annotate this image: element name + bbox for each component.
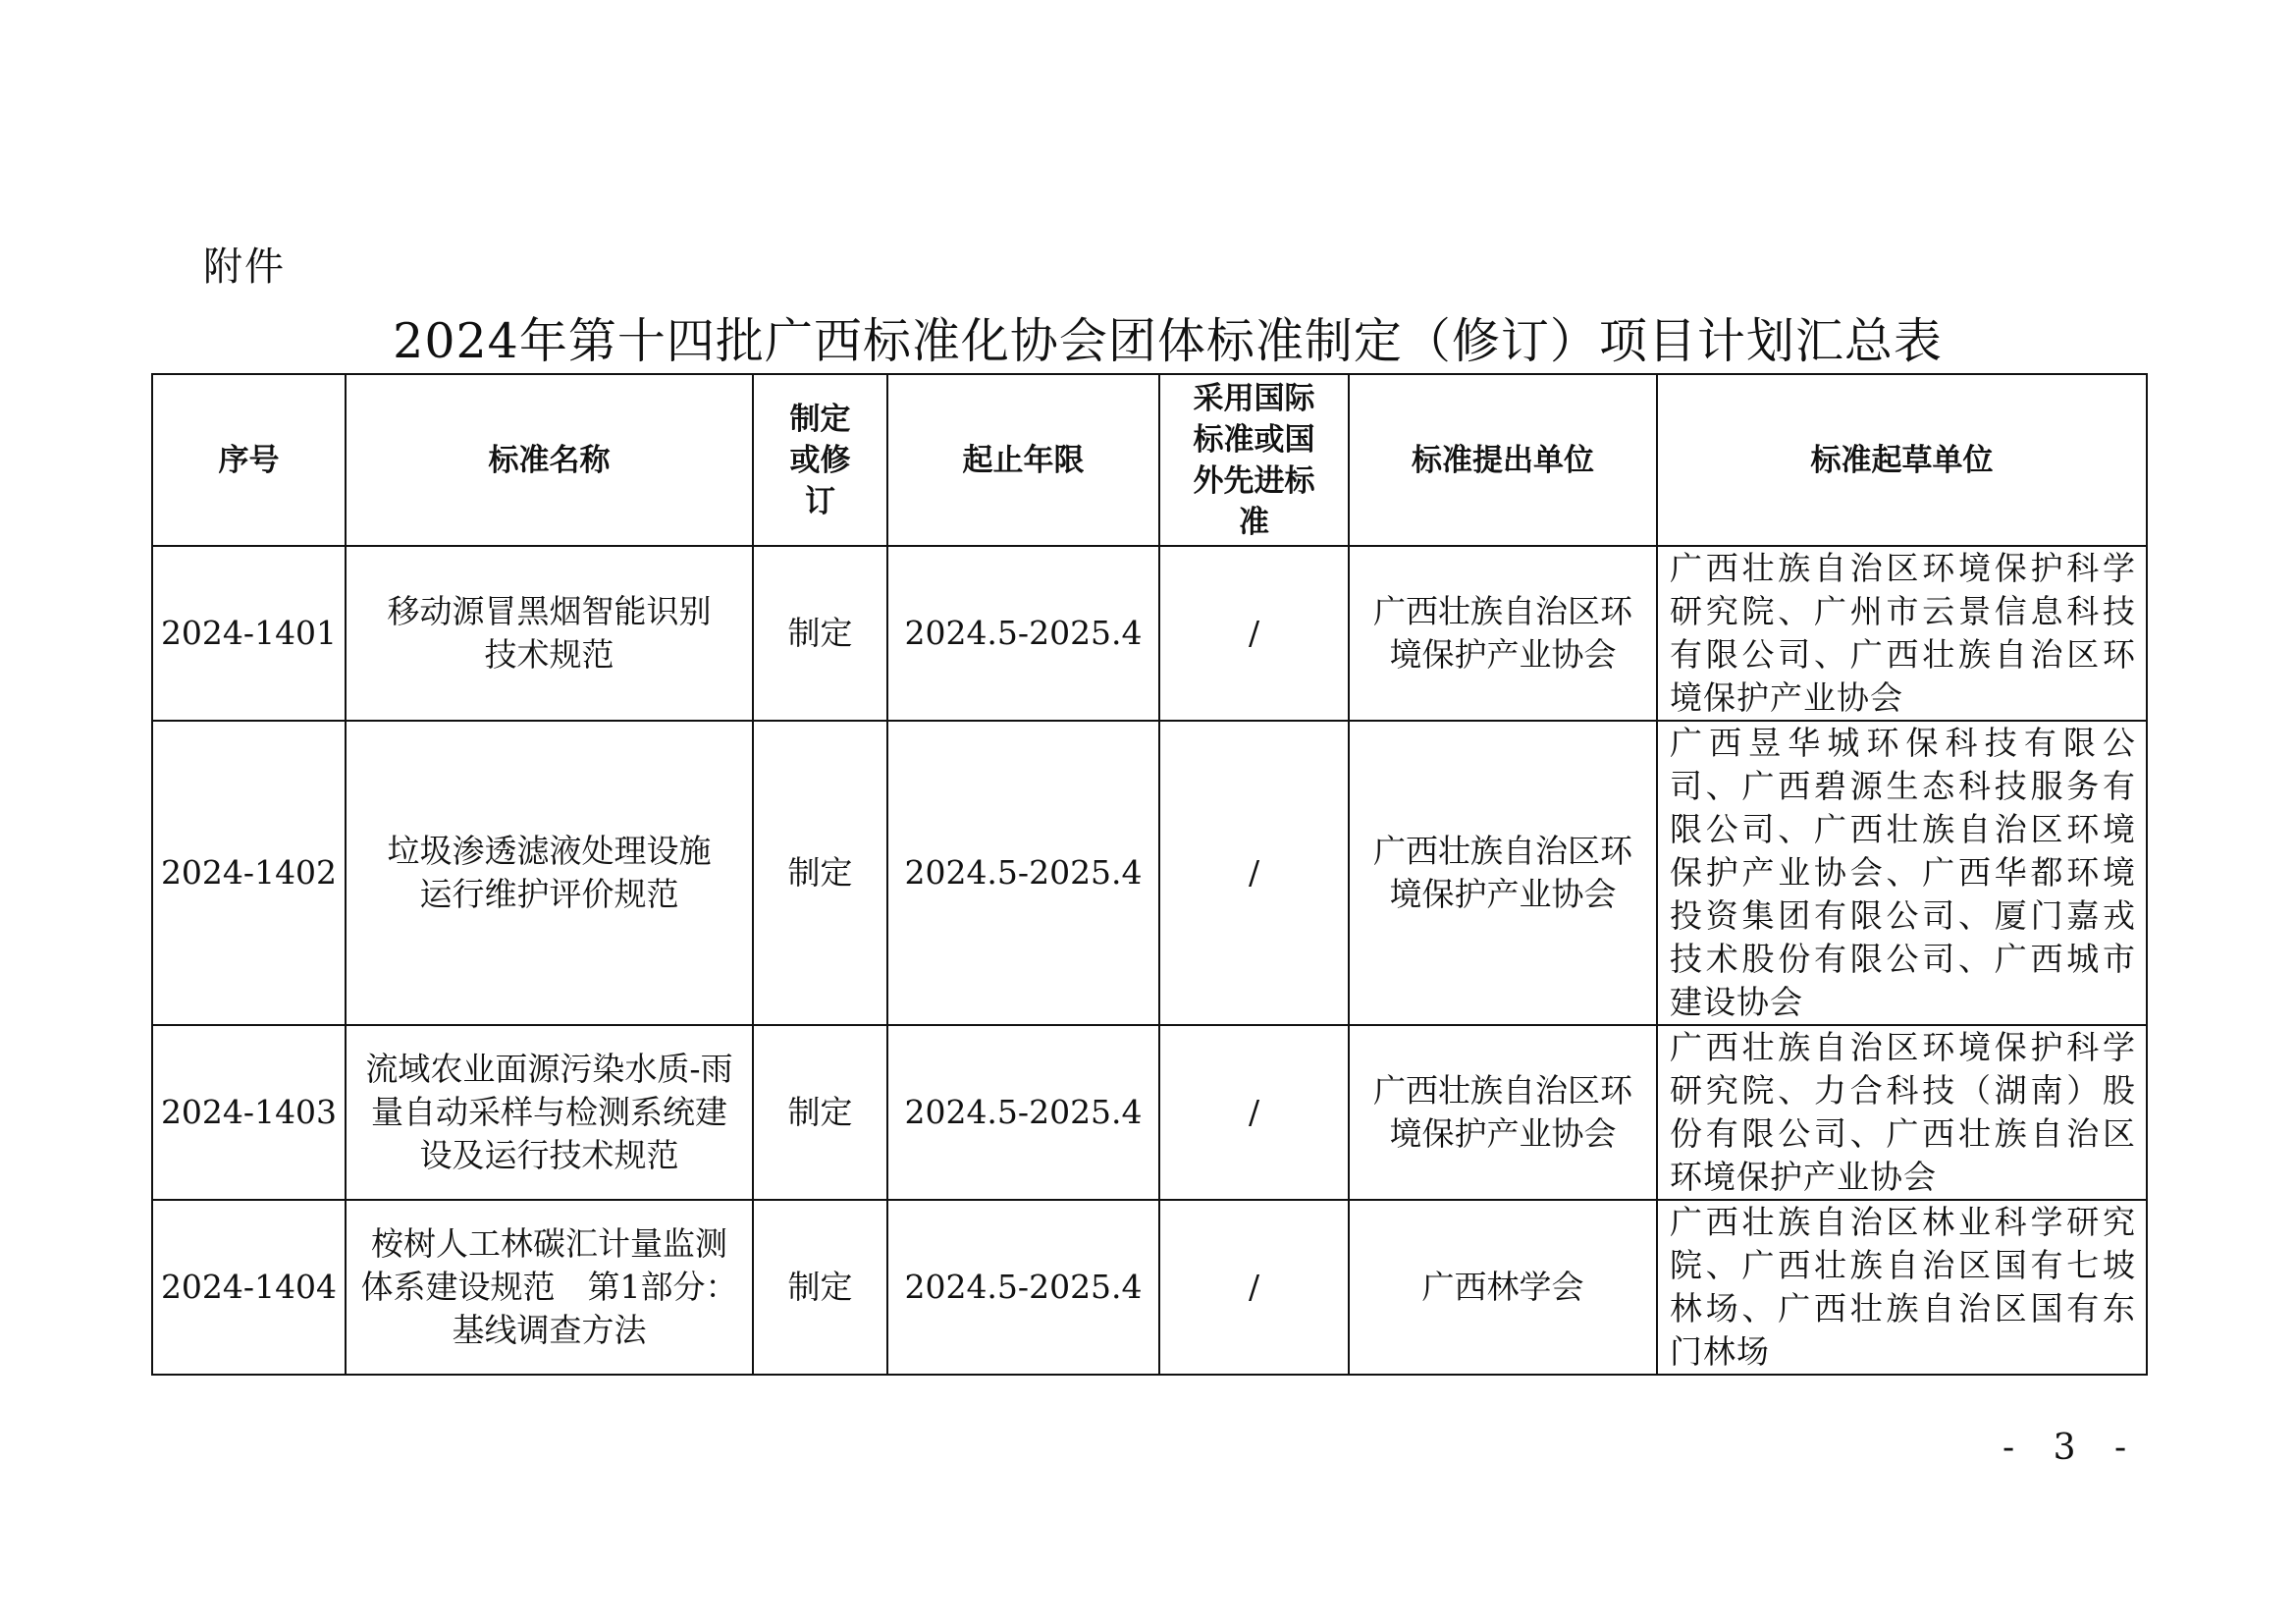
cell-type: 制定 (753, 721, 887, 1025)
page-number: - 3 - (2002, 1428, 2141, 1468)
cell-drafting-unit: 广西壮族自治区林业科学研究院、广西壮族自治区国有七坡林场、广西壮族自治区国有东门林场 (1657, 1200, 2147, 1375)
cell-type: 制定 (753, 1200, 887, 1375)
cell-adopted-standard: / (1159, 1200, 1349, 1375)
cell-adopted-standard: / (1159, 1025, 1349, 1200)
header-period: 起止年限 (887, 374, 1159, 546)
table-header-row (152, 374, 2147, 546)
cell-standard-name: 流域农业面源污染水质-雨量自动采样与检测系统建设及运行技术规范 (346, 1025, 753, 1200)
header-standard-name: 标准名称 (346, 374, 753, 546)
cell-serial-number: 2024-1403 (152, 1025, 346, 1200)
cell-type: 制定 (753, 1025, 887, 1200)
cell-proposing-unit: 广西壮族自治区环境保护产业协会 (1349, 546, 1657, 721)
cell-period: 2024.5-2025.4 (887, 1025, 1159, 1200)
cell-proposing-unit: 广西林学会 (1349, 1200, 1657, 1375)
table-row (152, 1200, 2147, 1375)
project-plan-table (151, 373, 2148, 1376)
cell-drafting-unit: 广西壮族自治区环境保护科学研究院、力合科技（湖南）股份有限公司、广西壮族自治区环境保护产业协会 (1657, 1025, 2147, 1200)
cell-proposing-unit: 广西壮族自治区环境保护产业协会 (1349, 721, 1657, 1025)
cell-standard-name: 移动源冒黑烟智能识别技术规范 (346, 546, 753, 721)
header-formulate-or-revise: 制定或修订 (753, 374, 887, 546)
header-proposing-unit: 标准提出单位 (1349, 374, 1657, 546)
cell-serial-number: 2024-1402 (152, 721, 346, 1025)
table-row (152, 1025, 2147, 1200)
cell-serial-number: 2024-1404 (152, 1200, 346, 1375)
cell-drafting-unit: 广西昱华城环保科技有限公司、广西碧源生态科技服务有限公司、广西壮族自治区环境保护产业协会、广西华都环境投资集团有限公司、厦门嘉戎技术股份有限公司、广西城市建设协会 (1657, 721, 2147, 1025)
cell-period: 2024.5-2025.4 (887, 1200, 1159, 1375)
cell-drafting-unit: 广西壮族自治区环境保护科学研究院、广州市云景信息科技有限公司、广西壮族自治区环境保护产业协会 (1657, 546, 2147, 721)
header-adopted-standard: 采用国际标准或国外先进标准 (1159, 374, 1349, 546)
header-drafting-unit: 标准起草单位 (1657, 374, 2147, 546)
cell-standard-name: 垃圾渗透滤液处理设施运行维护评价规范 (346, 721, 753, 1025)
table-row (152, 721, 2147, 1025)
attachment-label: 附件 (203, 244, 286, 290)
cell-period: 2024.5-2025.4 (887, 546, 1159, 721)
cell-standard-name: 桉树人工林碳汇计量监测体系建设规范 第1部分：基线调查方法 (346, 1200, 753, 1375)
document-title: 2024年第十四批广西标准化协会团体标准制定（修订）项目计划汇总表 (393, 313, 1943, 369)
cell-type: 制定 (753, 546, 887, 721)
cell-proposing-unit: 广西壮族自治区环境保护产业协会 (1349, 1025, 1657, 1200)
cell-adopted-standard: / (1159, 721, 1349, 1025)
table-row (152, 546, 2147, 721)
cell-adopted-standard: / (1159, 546, 1349, 721)
header-serial-number: 序号 (152, 374, 346, 546)
cell-serial-number: 2024-1401 (152, 546, 346, 721)
cell-period: 2024.5-2025.4 (887, 721, 1159, 1025)
